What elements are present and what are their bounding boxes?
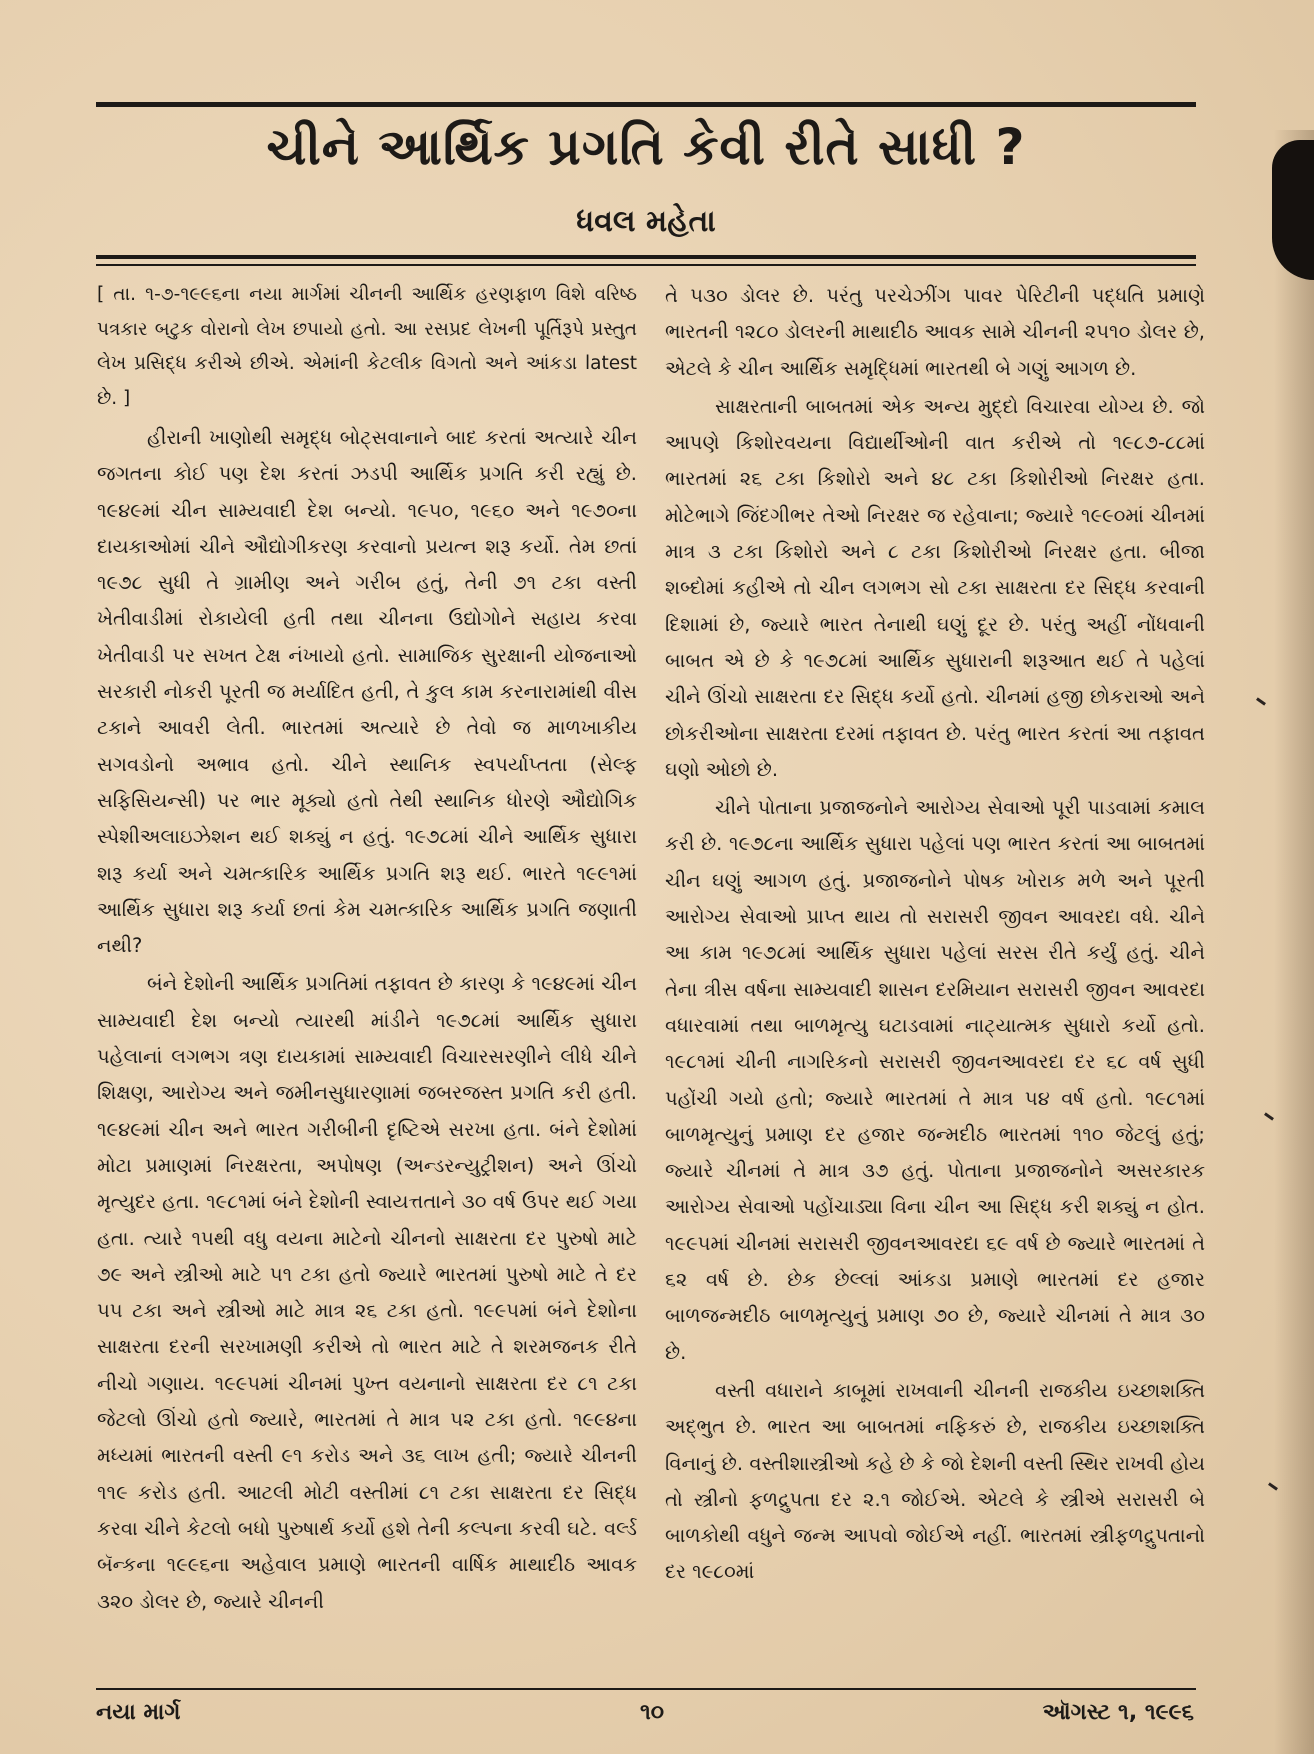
footer-rule bbox=[96, 1688, 1196, 1690]
top-rule bbox=[96, 102, 1196, 107]
footer-page-number: ૧૦ bbox=[640, 1700, 665, 1725]
page-edge-shadow bbox=[1274, 130, 1314, 1754]
article-author: ધવલ મહેતા bbox=[576, 204, 716, 239]
footer-date: ઑગસ્ટ ૧, ૧૯૯૬ bbox=[1042, 1700, 1194, 1725]
paragraph: હીરાની ખાણોથી સમૃદ્ધ બોટ્સવાનાને બાદ કરતાં અત્યારે ચીન જગતના કોઈ પણ દેશ કરતાં ઝડપી આર્થિક પ્રગતિ કરી રહ્યું છે. ૧૯૪૯માં ચીન સામ્યવાદી દેશ બન્યો. ૧૯૫૦, ૧૯૬૦ અને ૧૯૭૦ના દાયકાઓમાં ચીને ઔદ્યોગીકરણ કરવાનો પ્રયત્ન શરૂ કર્યો. તેમ છતાં ૧૯૭૮ સુધી તે ગ્રામીણ અને ગરીબ હતું, તેની ૭૧ ટકા વસ્તી ખેતીવાડીમાં રોકાયેલી હતી તથા ચીનના ઉદ્યોગોને સહાય કરવા ખેતીવાડી પર સખત ટેક્ષ નંખાયો હતો. સામાજિક સુરક્ષાની યોજનાઓ સરકારી નોકરી પૂરતી જ મર્યાદિત હતી, તે કુલ કામ કરનારામાંથી વીસ ટકાને આવરી લેતી. ભારતમાં અત્યારે છે તેવો જ માળખાકીય સગવડોનો અભાવ હતો. ચીને સ્થાનિક સ્વપર્યાપ્તતા (સેલ્ફ સફિસિયન્સી) પર ભાર મૂક્યો હતો તેથી સ્થાનિક ધોરણે ઔદ્યોગિક સ્પેશીઅલાઇઝેશન થઈ શક્યું ન હતું. ૧૯૭૮માં ચીને આર્થિક સુધારા શરૂ કર્યા અને ચમત્કારિક આર્થિક પ્રગતિ શરૂ થઈ. ભારતે ૧૯૯૧માં આર્થિક સુધારા શરૂ કર્યા છતાં કેમ ચમત્કારિક આર્થિક પ્રગતિ જણાતી નથી? bbox=[97, 426, 637, 958]
left-column bbox=[97, 278, 637, 1620]
paragraph: તે ૫૩૦ ડોલર છે. પરંતુ પરચેઝીંગ પાવર પેરિટીની પદ્ધતિ પ્રમાણે ભારતની ૧૨૮૦ ડોલરની માથાદીઠ આવક સામે ચીનની ૨૫૧૦ ડોલર છે, એટલે કે ચીન આર્થિક સમૃદ્ધિમાં ભારતથી બે ગણું આગળ છે. bbox=[665, 284, 1205, 380]
page-mark bbox=[1264, 1112, 1274, 1120]
paragraph: વસ્તી વધારાને કાબૂમાં રાખવાની ચીનની રાજકીય ઇચ્છાશક્તિ અદ્ભુત છે. ભારત આ બાબતમાં નફિકરું છે, રાજકીય ઇચ્છાશક્તિ વિનાનું છે. વસ્તીશાસ્ત્રીઓ કહે છે કે જો દેશની વસ્તી સ્થિર રાખવી હોય તો સ્ત્રીનો ફળદ્રુપતા દર ૨.૧ જોઈએ. એટલે કે સ્ત્રીએ સરાસરી બે બાળકોથી વધુને જન્મ આપવો જોઈએ નહીં. ભારતમાં સ્ત્રીફળદ્રુપતાનો દર ૧૯૮૦માં bbox=[665, 1378, 1205, 1584]
editor-note: [ તા. ૧-૭-૧૯૯૬ના નયા માર્ગમાં ચીનની આર્થિક હરણફાળ વિશે વરિષ્ઠ પત્રકાર બટુક વોરાનો લેખ છપાયો હતો. આ રસપ્રદ લેખની પૂર્તિરૂપે પ્રસ્તુત લેખ પ્રસિદ્ધ કરીએ છીએ. એમાંની કેટલીક વિગતો અને આંકડા latest છે. ] bbox=[97, 284, 637, 409]
page-mark bbox=[1256, 697, 1266, 705]
paragraph: ચીને પોતાના પ્રજાજનોને આરોગ્ય સેવાઓ પૂરી પાડવામાં કમાલ કરી છે. ૧૯૭૮ના આર્થિક સુધારા પહેલાં પણ ભારત કરતાં આ બાબતમાં ચીન ઘણું આગળ હતું. પ્રજાજનોને પોષક ખોરાક મળે અને પૂરતી આરોગ્ય સેવાઓ પ્રાપ્ત થાય તો સરાસરી જીવન આવરદા વધે. ચીને આ કામ ૧૯૭૮માં આર્થિક સુધારા પહેલાં સરસ રીતે કર્યું હતું. ચીને તેના ત્રીસ વર્ષના સામ્યવાદી શાસન દરમિયાન સરાસરી જીવન આવરદા વધારવામાં તથા બાળમૃત્યુ ઘટાડવામાં નાટ્યાત્મક સુધારો કર્યો હતો. ૧૯૮૧માં ચીની નાગરિકનો સરાસરી જીવનઆવરદા દર ૬૮ વર્ષ સુધી પહોંચી ગયો હતો; જ્યારે ભારતમાં તે માત્ર ૫૪ વર્ષ હતો. ૧૯૮૧માં બાળમૃત્યુનું પ્રમાણ દર હજાર જન્મદીઠ ભારતમાં ૧૧૦ જેટલું હતું; જ્યારે ચીનમાં તે માત્ર ૩૭ હતું. પોતાના પ્રજાજનોને અસરકારક આરોગ્ય સેવાઓ પહોંચાડ્યા વિના ચીન આ સિદ્ધ કરી શક્યું ન હોત. ૧૯૯૫માં ચીનમાં સરાસરી જીવનઆવરદા ૬૯ વર્ષ છે જ્યારે ભારતમાં તે ૬૨ વર્ષ છે. છેક છેલ્લાં આંકડા પ્રમાણે ભારતમાં દર હજાર બાળજન્મદીઠ બાળમૃત્યુનું પ્રમાણ ૭૦ છે, જ્યારે ચીનમાં તે માત્ર ૩૦ છે. bbox=[665, 796, 1205, 1364]
header-rule-thin bbox=[96, 264, 1196, 266]
torn-page-edge bbox=[1272, 140, 1314, 280]
paragraph: બંને દેશોની આર્થિક પ્રગતિમાં તફાવત છે કારણ કે ૧૯૪૯માં ચીન સામ્યવાદી દેશ બન્યો ત્યારથી માંડીને ૧૯૭૮માં આર્થિક સુધારા પહેલાનાં લગભગ ત્રણ દાયકામાં સામ્યવાદી વિચારસરણીને લીધે ચીને શિક્ષણ, આરોગ્ય અને જમીનસુધારણામાં જબરજસ્ત પ્રગતિ કરી હતી. ૧૯૪૯માં ચીન અને ભારત ગરીબીની દૃષ્ટિએ સરખા હતા. બંને દેશોમાં મોટા પ્રમાણમાં નિરક્ષરતા, અપોષણ (અન્ડરન્યુટ્રીશન) અને ઊંચો મૃત્યુદર હતા. ૧૯૮૧માં બંને દેશોની સ્વાયત્તતાને ૩૦ વર્ષ ઉપર થઈ ગયા હતા. ત્યારે ૧૫થી વધુ વયના માટેનો ચીનનો સાક્ષરતા દર પુરુષો માટે ૭૯ અને સ્ત્રીઓ માટે ૫૧ ટકા હતો જ્યારે ભારતમાં પુરુષો માટે તે દર ૫૫ ટકા અને સ્ત્રીઓ માટે માત્ર ૨૬ ટકા હતો. ૧૯૯૫માં બંને દેશોના સાક્ષરતા દરની સરખામણી કરીએ તો ભારત માટે તે શરમજનક રીતે નીચો ગણાય. ૧૯૯૫માં ચીનમાં પુખ્ત વયનાનો સાક્ષરતા દર ૮૧ ટકા જેટલો ઊંચો હતો જ્યારે, ભારતમાં તે માત્ર ૫૨ ટકા હતો. ૧૯૯૪ના મધ્યમાં ભારતની વસ્તી ૯૧ કરોડ અને ૩૬ લાખ હતી; જ્યારે ચીનની ૧૧૯ કરોડ હતી. આટલી મોટી વસ્તીમાં ૮૧ ટકા સાક્ષરતા દર સિદ્ધ કરવા ચીને કેટલો બધો પુરુષાર્થ કર્યો હશે તેની કલ્પના કરવી ઘટે. વર્લ્ડ બૅન્કના ૧૯૯૬ના અહેવાલ પ્રમાણે ભારતની વાર્ષિક માથાદીઠ આવક ૩૨૦ ડોલર છે, જ્યારે ચીનની bbox=[97, 972, 637, 1613]
header-rule-thick bbox=[96, 255, 1196, 259]
right-column bbox=[665, 278, 1205, 1591]
paragraph: સાક્ષરતાની બાબતમાં એક અન્ય મુદ્દો વિચારવા યોગ્ય છે. જો આપણે કિશોરવયના વિદ્યાર્થીઓની વાત કરીએ તો ૧૯૮૭-૮૮માં ભારતમાં ૨૬ ટકા કિશોરો અને ૪૮ ટકા કિશોરીઓ નિરક્ષર હતા. મોટેભાગે જિંદગીભર તેઓ નિરક્ષર જ રહેવાના; જ્યારે ૧૯૯૦માં ચીનમાં માત્ર ૩ ટકા કિશોરો અને ૮ ટકા કિશોરીઓ નિરક્ષર હતા. બીજા શબ્દોમાં કહીએ તો ચીન લગભગ સો ટકા સાક્ષરતા દર સિદ્ધ કરવાની દિશામાં છે, જ્યારે ભારત તેનાથી ઘણું દૂર છે. પરંતુ અહીં નોંધવાની બાબત એ છે કે ૧૯૭૮માં આર્થિક સુધારાની શરૂઆત થઈ તે પહેલાં ચીને ઊંચો સાક્ષરતા દર સિદ્ધ કર્યો હતો. ચીનમાં હજી છોકરાઓ અને છોકરીઓના સાક્ષરતા દરમાં તફાવત છે. પરંતુ ભારત કરતાં આ તફાવત ઘણો ઓછો છે. bbox=[665, 394, 1205, 781]
article-title: ચીને આર્થિક પ્રગતિ કેવી રીતે સાધી ? bbox=[266, 118, 1026, 176]
footer-magazine-name: નયા માર્ગ bbox=[96, 1700, 181, 1725]
